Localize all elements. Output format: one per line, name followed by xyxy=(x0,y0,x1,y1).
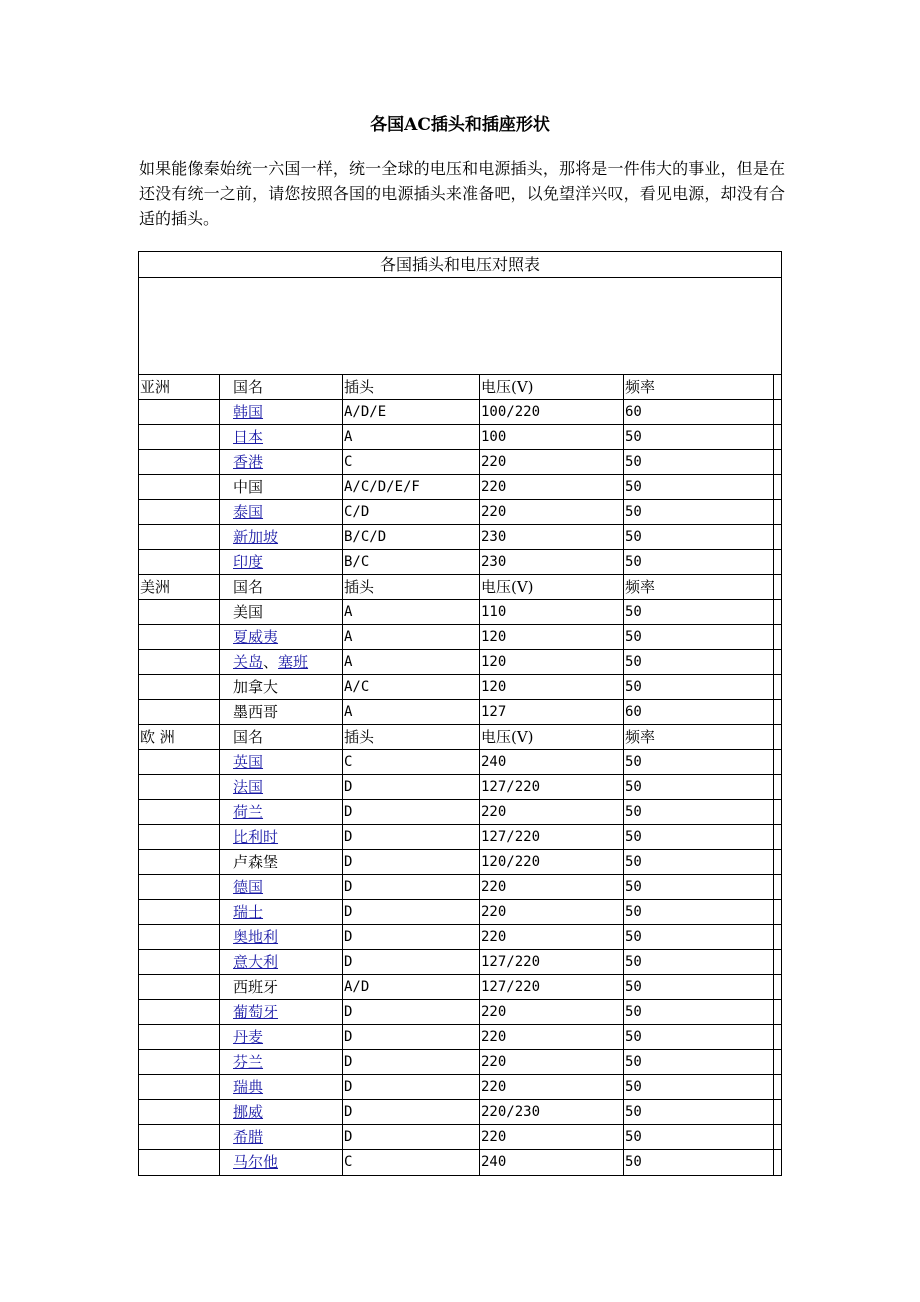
country-cell xyxy=(220,1000,343,1024)
country-link[interactable]: 希腊 xyxy=(233,1128,264,1146)
region-cell xyxy=(139,500,220,524)
frequency-cell: 50 xyxy=(624,1000,774,1024)
country-name: 卢森堡 xyxy=(233,853,279,871)
region-cell xyxy=(139,450,220,474)
plug-cell: B/C/D xyxy=(343,525,480,549)
frequency-cell: 50 xyxy=(624,500,774,524)
country-cell xyxy=(220,375,343,399)
country-name: 中国 xyxy=(233,478,264,496)
table-row xyxy=(139,525,781,550)
empty-cell xyxy=(774,550,781,574)
column-header-country: 国名 xyxy=(233,578,264,596)
voltage-cell: 120/220 xyxy=(480,850,624,874)
region-cell xyxy=(139,675,220,699)
region-cell xyxy=(139,425,220,449)
region-cell xyxy=(139,850,220,874)
plug-cell: D xyxy=(343,1100,480,1124)
region-cell xyxy=(139,1150,220,1175)
region-cell xyxy=(139,825,220,849)
frequency-cell: 60 xyxy=(624,700,774,724)
country-cell xyxy=(220,1100,343,1124)
region-cell xyxy=(139,1025,220,1049)
country-cell xyxy=(220,1075,343,1099)
table-row xyxy=(139,550,781,575)
voltage-cell: 127/220 xyxy=(480,775,624,799)
plug-cell: C xyxy=(343,1150,480,1175)
frequency-cell: 50 xyxy=(624,425,774,449)
frequency-cell: 50 xyxy=(624,975,774,999)
country-link[interactable]: 荷兰 xyxy=(233,803,264,821)
table-row xyxy=(139,500,781,525)
plug-voltage-table xyxy=(138,251,782,1176)
plug-cell: D xyxy=(343,825,480,849)
country-link[interactable]: 意大利 xyxy=(233,953,279,971)
table-row xyxy=(139,825,781,850)
intro-paragraph: 如果能像秦始统一六国一样，统一全球的电压和电源插头，那将是一件伟大的事业，但是在还没有统一之前，请您按照各国的电源插头来准备吧，以免望洋兴叹，看见电源，却没有合适的插头。 xyxy=(139,159,785,228)
empty-cell xyxy=(774,700,781,724)
region-cell xyxy=(139,975,220,999)
empty-cell xyxy=(774,625,781,649)
voltage-cell: 220 xyxy=(480,1000,624,1024)
country-cell xyxy=(220,925,343,949)
plug-cell: A/D/E xyxy=(343,400,480,424)
frequency-cell: 50 xyxy=(624,450,774,474)
country-cell xyxy=(220,400,343,424)
country-name: 加拿大 xyxy=(233,678,279,696)
table-row xyxy=(139,475,781,500)
empty-cell xyxy=(774,750,781,774)
country-link[interactable]: 塞班 xyxy=(278,653,309,671)
empty-cell xyxy=(774,825,781,849)
voltage-cell: 220 xyxy=(480,800,624,824)
table-row xyxy=(139,1000,781,1025)
country-cell xyxy=(220,825,343,849)
country-cell xyxy=(220,850,343,874)
table-row xyxy=(139,675,781,700)
voltage-cell: 230 xyxy=(480,525,624,549)
voltage-cell: 120 xyxy=(480,650,624,674)
table-row xyxy=(139,975,781,1000)
plug-cell: D xyxy=(343,875,480,899)
voltage-cell: 220 xyxy=(480,475,624,499)
plug-cell: A/D xyxy=(343,975,480,999)
table-row xyxy=(139,850,781,875)
empty-cell xyxy=(774,1150,781,1175)
empty-cell xyxy=(774,1050,781,1074)
country-cell xyxy=(220,1150,343,1175)
region-cell xyxy=(139,750,220,774)
region-cell xyxy=(139,1050,220,1074)
country-link[interactable]: 马尔他 xyxy=(233,1153,279,1171)
plug-cell: B/C xyxy=(343,550,480,574)
page-title: 各国AC插头和插座形状 xyxy=(370,115,550,135)
voltage-cell: 220 xyxy=(480,1025,624,1049)
frequency-cell: 50 xyxy=(624,650,774,674)
frequency-cell: 50 xyxy=(624,475,774,499)
frequency-cell: 50 xyxy=(624,1150,774,1175)
column-header-voltage: 电压(V) xyxy=(480,375,624,399)
table-row xyxy=(139,1100,781,1125)
table-row xyxy=(139,800,781,825)
empty-cell xyxy=(774,1100,781,1124)
table-row xyxy=(139,775,781,800)
voltage-cell: 220 xyxy=(480,1050,624,1074)
column-header-plug: 插头 xyxy=(343,375,480,399)
column-header-frequency: 频率 xyxy=(624,375,774,399)
frequency-cell: 50 xyxy=(624,550,774,574)
plug-cell: C/D xyxy=(343,500,480,524)
region-cell xyxy=(139,1100,220,1124)
frequency-cell: 50 xyxy=(624,950,774,974)
table-row xyxy=(139,400,781,425)
voltage-cell: 100 xyxy=(480,425,624,449)
country-link[interactable]: 瑞典 xyxy=(233,1078,264,1096)
country-cell xyxy=(220,650,343,674)
region-cell xyxy=(139,1125,220,1149)
table-row xyxy=(139,1150,781,1175)
empty-cell xyxy=(774,425,781,449)
empty-cell xyxy=(774,500,781,524)
frequency-cell: 60 xyxy=(624,400,774,424)
voltage-cell: 220 xyxy=(480,1125,624,1149)
empty-cell xyxy=(774,1025,781,1049)
region-cell xyxy=(139,700,220,724)
voltage-cell: 220 xyxy=(480,500,624,524)
country-cell xyxy=(220,425,343,449)
frequency-cell: 50 xyxy=(624,1125,774,1149)
country-link[interactable]: 德国 xyxy=(233,878,264,896)
table-row xyxy=(139,625,781,650)
voltage-cell: 220 xyxy=(480,450,624,474)
voltage-cell: 220 xyxy=(480,925,624,949)
table-row xyxy=(139,425,781,450)
plug-cell: D xyxy=(343,1075,480,1099)
empty-cell xyxy=(774,450,781,474)
empty-cell xyxy=(774,400,781,424)
voltage-cell: 220/230 xyxy=(480,1100,624,1124)
voltage-cell: 120 xyxy=(480,625,624,649)
country-cell xyxy=(220,625,343,649)
empty-cell xyxy=(774,975,781,999)
region-cell: 美洲 xyxy=(139,575,220,599)
country-cell xyxy=(220,975,343,999)
voltage-cell: 120 xyxy=(480,675,624,699)
table-row xyxy=(139,950,781,975)
table-region-header-row xyxy=(139,375,781,400)
plug-cell: A xyxy=(343,600,480,624)
frequency-cell: 50 xyxy=(624,625,774,649)
country-cell xyxy=(220,1025,343,1049)
voltage-cell: 220 xyxy=(480,900,624,924)
table-row xyxy=(139,600,781,625)
table-row xyxy=(139,450,781,475)
empty-cell xyxy=(774,525,781,549)
country-cell xyxy=(220,550,343,574)
frequency-cell: 50 xyxy=(624,1075,774,1099)
country-link[interactable]: 夏威夷 xyxy=(233,628,279,646)
country-cell xyxy=(220,900,343,924)
voltage-cell: 240 xyxy=(480,750,624,774)
table-body xyxy=(139,375,781,1175)
region-cell: 欧 洲 xyxy=(139,725,220,749)
country-cell xyxy=(220,525,343,549)
voltage-cell: 127/220 xyxy=(480,975,624,999)
plug-cell: A xyxy=(343,425,480,449)
column-header-plug: 插头 xyxy=(343,575,480,599)
country-cell xyxy=(220,500,343,524)
country-name: 墨西哥 xyxy=(233,703,279,721)
frequency-cell: 50 xyxy=(624,875,774,899)
region-cell xyxy=(139,650,220,674)
country-link[interactable]: 新加坡 xyxy=(233,528,279,546)
voltage-cell: 127/220 xyxy=(480,825,624,849)
region-cell xyxy=(139,900,220,924)
plug-cell: D xyxy=(343,950,480,974)
country-cell xyxy=(220,1125,343,1149)
country-cell xyxy=(220,950,343,974)
empty-cell xyxy=(774,1000,781,1024)
region-cell xyxy=(139,1000,220,1024)
country-separator: 、 xyxy=(263,653,279,671)
empty-cell xyxy=(774,650,781,674)
plug-cell: A/C xyxy=(343,675,480,699)
plug-cell: D xyxy=(343,1025,480,1049)
voltage-cell: 220 xyxy=(480,1075,624,1099)
plug-cell: C xyxy=(343,450,480,474)
voltage-cell: 220 xyxy=(480,875,624,899)
voltage-cell: 110 xyxy=(480,600,624,624)
empty-cell xyxy=(774,800,781,824)
empty-cell xyxy=(774,725,781,749)
country-link[interactable]: 法国 xyxy=(233,778,264,796)
frequency-cell: 50 xyxy=(624,1050,774,1074)
plug-cell: C xyxy=(343,750,480,774)
country-cell xyxy=(220,1050,343,1074)
country-cell xyxy=(220,600,343,624)
table-row xyxy=(139,650,781,675)
country-link[interactable]: 韩国 xyxy=(233,403,264,421)
country-link[interactable]: 日本 xyxy=(233,428,264,446)
country-cell xyxy=(220,725,343,749)
country-link[interactable]: 香港 xyxy=(233,453,264,471)
empty-cell xyxy=(774,950,781,974)
empty-cell xyxy=(774,600,781,624)
table-region-header-row xyxy=(139,575,781,600)
plug-cell: A xyxy=(343,700,480,724)
table-row xyxy=(139,1025,781,1050)
region-cell: 亚洲 xyxy=(139,375,220,399)
column-header-country: 国名 xyxy=(233,378,264,396)
frequency-cell: 50 xyxy=(624,900,774,924)
column-header-frequency: 频率 xyxy=(624,575,774,599)
country-cell xyxy=(220,675,343,699)
country-cell xyxy=(220,800,343,824)
country-link[interactable]: 葡萄牙 xyxy=(233,1003,279,1021)
country-name: 西班牙 xyxy=(233,978,279,996)
frequency-cell: 50 xyxy=(624,825,774,849)
voltage-cell: 127/220 xyxy=(480,950,624,974)
frequency-cell: 50 xyxy=(624,525,774,549)
frequency-cell: 50 xyxy=(624,925,774,949)
plug-cell: D xyxy=(343,775,480,799)
country-link[interactable]: 奥地利 xyxy=(233,928,279,946)
frequency-cell: 50 xyxy=(624,1025,774,1049)
empty-cell xyxy=(774,575,781,599)
country-link[interactable]: 印度 xyxy=(233,553,264,571)
column-header-voltage: 电压(V) xyxy=(480,725,624,749)
plug-cell: A xyxy=(343,625,480,649)
empty-cell xyxy=(774,875,781,899)
table-image-area xyxy=(139,278,781,375)
country-link[interactable]: 英国 xyxy=(233,753,264,771)
plug-cell: A/C/D/E/F xyxy=(343,475,480,499)
column-header-country: 国名 xyxy=(233,728,264,746)
country-link[interactable]: 丹麦 xyxy=(233,1028,264,1046)
column-header-voltage: 电压(V) xyxy=(480,575,624,599)
table-row xyxy=(139,700,781,725)
region-cell xyxy=(139,875,220,899)
plug-cell: D xyxy=(343,850,480,874)
empty-cell xyxy=(774,1075,781,1099)
country-link[interactable]: 瑞士 xyxy=(233,903,264,921)
country-link[interactable]: 芬兰 xyxy=(233,1053,264,1071)
table-row xyxy=(139,900,781,925)
country-link[interactable]: 挪威 xyxy=(233,1103,264,1121)
plug-cell: D xyxy=(343,1000,480,1024)
region-cell xyxy=(139,550,220,574)
empty-cell xyxy=(774,900,781,924)
empty-cell xyxy=(774,1125,781,1149)
table-row xyxy=(139,1125,781,1150)
table-row xyxy=(139,1075,781,1100)
table-row xyxy=(139,750,781,775)
empty-cell xyxy=(774,475,781,499)
column-header-frequency: 频率 xyxy=(624,725,774,749)
region-cell xyxy=(139,475,220,499)
frequency-cell: 50 xyxy=(624,800,774,824)
voltage-cell: 230 xyxy=(480,550,624,574)
frequency-cell: 50 xyxy=(624,1100,774,1124)
country-cell xyxy=(220,575,343,599)
plug-cell: D xyxy=(343,800,480,824)
voltage-cell: 127 xyxy=(480,700,624,724)
plug-cell: D xyxy=(343,900,480,924)
voltage-cell: 240 xyxy=(480,1150,624,1175)
region-cell xyxy=(139,1075,220,1099)
empty-cell xyxy=(774,675,781,699)
country-link[interactable]: 关岛 xyxy=(233,653,264,671)
region-cell xyxy=(139,625,220,649)
plug-cell: D xyxy=(343,1125,480,1149)
country-cell xyxy=(220,875,343,899)
table-row xyxy=(139,1050,781,1075)
region-cell xyxy=(139,800,220,824)
frequency-cell: 50 xyxy=(624,600,774,624)
table-title: 各国插头和电压对照表 xyxy=(139,252,781,278)
voltage-cell: 100/220 xyxy=(480,400,624,424)
country-cell xyxy=(220,475,343,499)
country-cell xyxy=(220,750,343,774)
empty-cell xyxy=(774,925,781,949)
plug-cell: D xyxy=(343,1050,480,1074)
region-cell xyxy=(139,925,220,949)
table-row xyxy=(139,875,781,900)
empty-cell xyxy=(774,375,781,399)
region-cell xyxy=(139,950,220,974)
column-header-plug: 插头 xyxy=(343,725,480,749)
table-row xyxy=(139,925,781,950)
country-link[interactable]: 泰国 xyxy=(233,503,264,521)
region-cell xyxy=(139,775,220,799)
country-cell xyxy=(220,775,343,799)
region-cell xyxy=(139,600,220,624)
region-cell xyxy=(139,400,220,424)
empty-cell xyxy=(774,775,781,799)
table-region-header-row xyxy=(139,725,781,750)
country-cell xyxy=(220,450,343,474)
frequency-cell: 50 xyxy=(624,850,774,874)
country-link[interactable]: 比利时 xyxy=(233,828,279,846)
country-name: 美国 xyxy=(233,603,264,621)
frequency-cell: 50 xyxy=(624,775,774,799)
frequency-cell: 50 xyxy=(624,750,774,774)
frequency-cell: 50 xyxy=(624,675,774,699)
plug-cell: A xyxy=(343,650,480,674)
country-cell xyxy=(220,700,343,724)
empty-cell xyxy=(774,850,781,874)
region-cell xyxy=(139,525,220,549)
plug-cell: D xyxy=(343,925,480,949)
